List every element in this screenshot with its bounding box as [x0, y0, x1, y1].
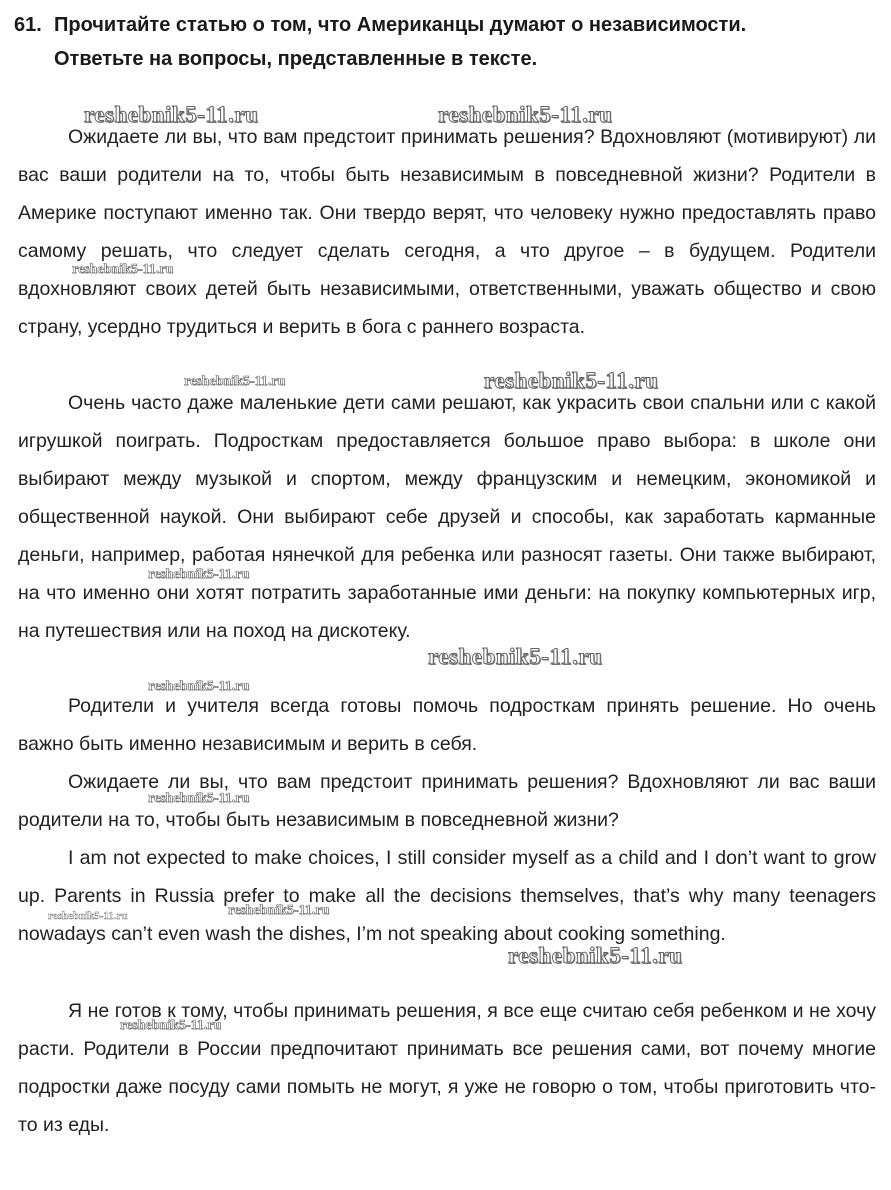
watermark: reshebnik5-11.ru	[428, 644, 603, 669]
paragraph-6: Я не готов к тому, чтобы принимать решения, я все еще считаю себя ребенком и не хочу расти. Родители в России предпочитают принимать все решения сами, вот почему многие подростки даже посуду сами помыть не могут, я уже не говорю о том, чтобы приготовить что-то из еды.	[18, 1000, 876, 1136]
task-header	[14, 8, 876, 76]
watermark: reshebnik5-11.ru	[148, 791, 250, 806]
watermark: reshebnik5-11.ru	[438, 102, 613, 127]
watermark: reshebnik5-11.ru	[120, 1018, 222, 1033]
paragraph-4: Ожидаете ли вы, что вам предстоит принимать решения? Вдохновляют ли вас ваши родители на то, чтобы быть независимым в повседневной жизни?	[18, 771, 876, 831]
watermark: reshebnik5-11.ru	[228, 903, 330, 918]
task-number: 61.	[14, 14, 42, 36]
watermark: reshebnik5-11.ru	[508, 943, 683, 968]
watermark: reshebnik5-11.ru	[184, 374, 286, 389]
watermark: reshebnik5-11.ru	[148, 679, 250, 694]
task-title-line1: Прочитайте статью о том, что Американцы думают о независимости.	[54, 14, 747, 36]
paragraph-5: I am not expected to make choices, I still consider myself as a child and I don’t want to grow up. Parents in Russia prefer to make all the decisions themselves, that’s why many teenagers nowadays can’t even wash the dishes, I’m not speaking about cooking something.	[18, 847, 876, 945]
paragraph-3: Родители и учителя всегда готовы помочь подросткам принять решение. Но очень важно быть именно независимым и верить в себя.	[18, 695, 876, 755]
watermark: reshebnik5-11.ru	[72, 262, 174, 277]
task-title-line2: Ответьте на вопросы, представленные в тексте.	[54, 48, 538, 70]
watermark: reshebnik5-11.ru	[48, 910, 128, 922]
watermark: reshebnik5-11.ru	[148, 567, 250, 582]
watermark: reshebnik5-11.ru	[484, 368, 659, 393]
paragraph-2: Очень часто даже маленькие дети сами решают, как украсить свои спальни или с какой игрушкой поиграть. Подросткам предоставляется большое право выбора: в школе они выбирают между музыкой и спортом, между французским и немецким, экономикой и общественной наукой. Они выбирают себе друзей и способы, как заработать карманные деньги, например, работая нянечкой для ребенка или разносят газеты. Они также выбирают, на что именно они хотят потратить заработанные ими деньги: на покупку компьютерных игр, на путешествия или на поход на дискотеку.	[18, 392, 876, 642]
paragraph-1: Ожидаете ли вы, что вам предстоит принимать решения? Вдохновляют (мотивируют) ли вас ваши родители на то, чтобы быть независимым в повседневной жизни? Родители в Америке поступают именно так. Они твердо верят, что человеку нужно предоставлять право самому решать, что следует сделать сегодня, а что другое – в будущем. Родители вдохновляют своих детей быть независимыми, ответственными, уважать общество и свою страну, усердно трудиться и верить в бога с раннего возраста.	[18, 126, 876, 338]
watermark: reshebnik5-11.ru	[84, 102, 259, 127]
